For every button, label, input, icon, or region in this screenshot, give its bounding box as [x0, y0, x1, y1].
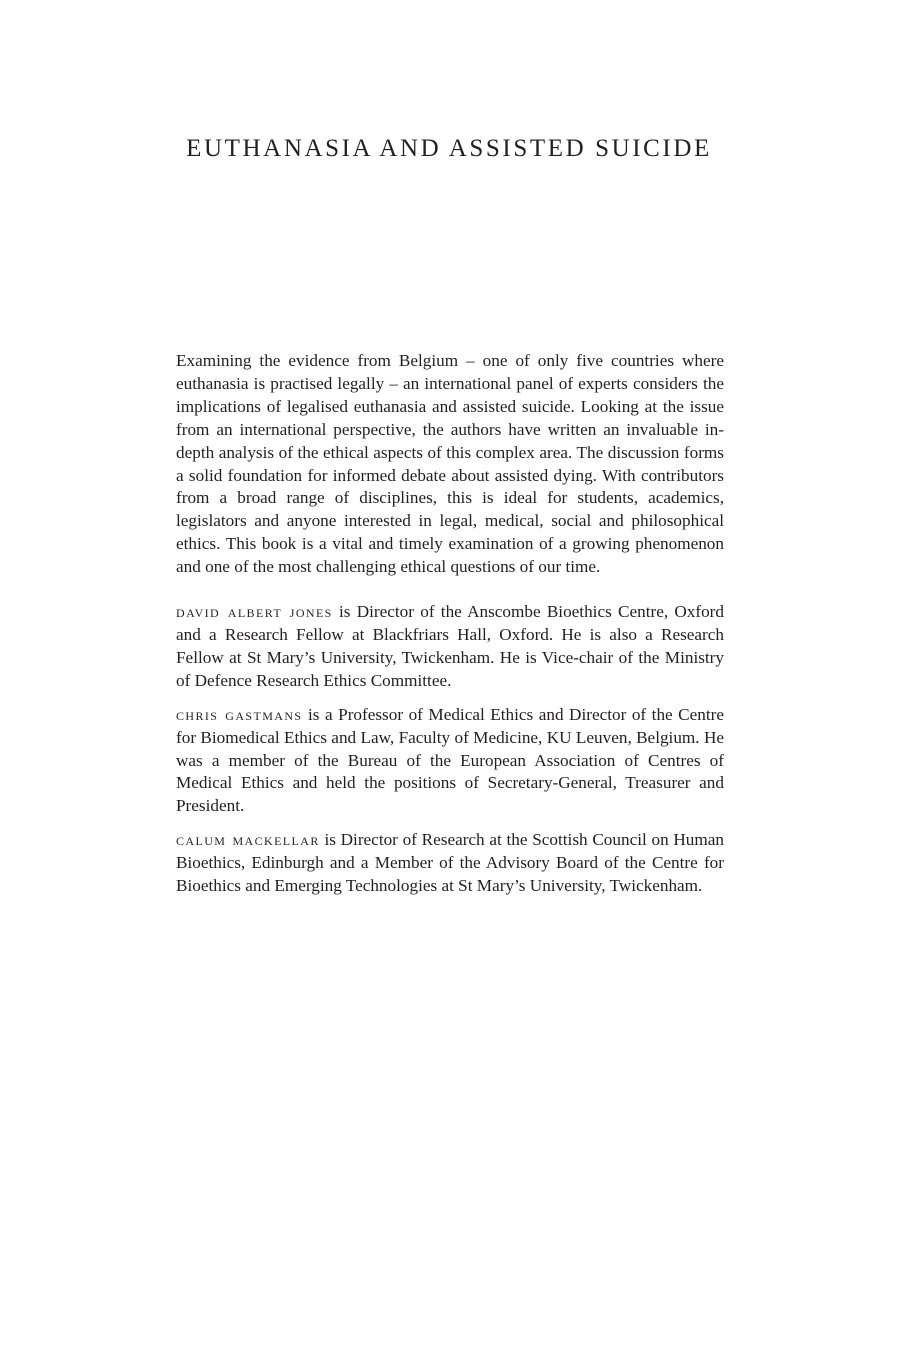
page-title: EUTHANASIA AND ASSISTED SUICIDE — [186, 135, 712, 162]
author-bio-text-mackellar: is Director of Research at the Scottish Council on Human Bioethics, Edinburgh and a Member of the Advisory Board of the Centre for Bioethics and Emerging Technologies at St Mary’s University, Twickenham. — [176, 830, 724, 896]
author-bio-text-jones: is Director of the Anscombe Bioethics Centre, Oxford and a Research Fellow at Blackfriars Hall, Oxford. He is also a Research Fellow at St Mary’s University, Twickenham. He is Vice-chair of the Ministry of Defence Research Ethics Committee. — [176, 602, 725, 690]
author-name-mackellar: calum mackellar — [176, 830, 320, 850]
author-bio-jones — [176, 601, 724, 693]
author-bio-mackellar — [176, 829, 724, 898]
book-description: Examining the evidence from Belgium – one of only five countries where euthanasia is practised legally – an international panel of experts considers the implications of legalised euthanasia and assisted suicide. Looking at the issue from an international perspective, the authors have written an invaluable in-depth analysis of the ethical aspects of this complex area. The discussion forms a solid foundation for informed debate about assisted dying. With contributors from a broad range of disciplines, this is ideal for students, academics, legislators and anyone interested in legal, medical, social and philosophical ethics. This book is a vital and timely examination of a growing phenomenon and one of the most challenging ethical questions of our time. — [176, 351, 724, 577]
author-bio-text-gastmans: is a Professor of Medical Ethics and Director of the Centre for Biomedical Ethics and Law, Faculty of Medicine, KU Leuven, Belgium. He was a member of the Bureau of the European Association of Centres of Medical Ethics and held the positions of Secretary-General, Treasurer and President. — [176, 704, 724, 816]
author-name-jones: david albert jones — [176, 602, 333, 622]
author-name-gastmans: chris gastmans — [176, 704, 303, 724]
content-block — [176, 350, 724, 909]
author-bio-gastmans — [176, 704, 724, 819]
